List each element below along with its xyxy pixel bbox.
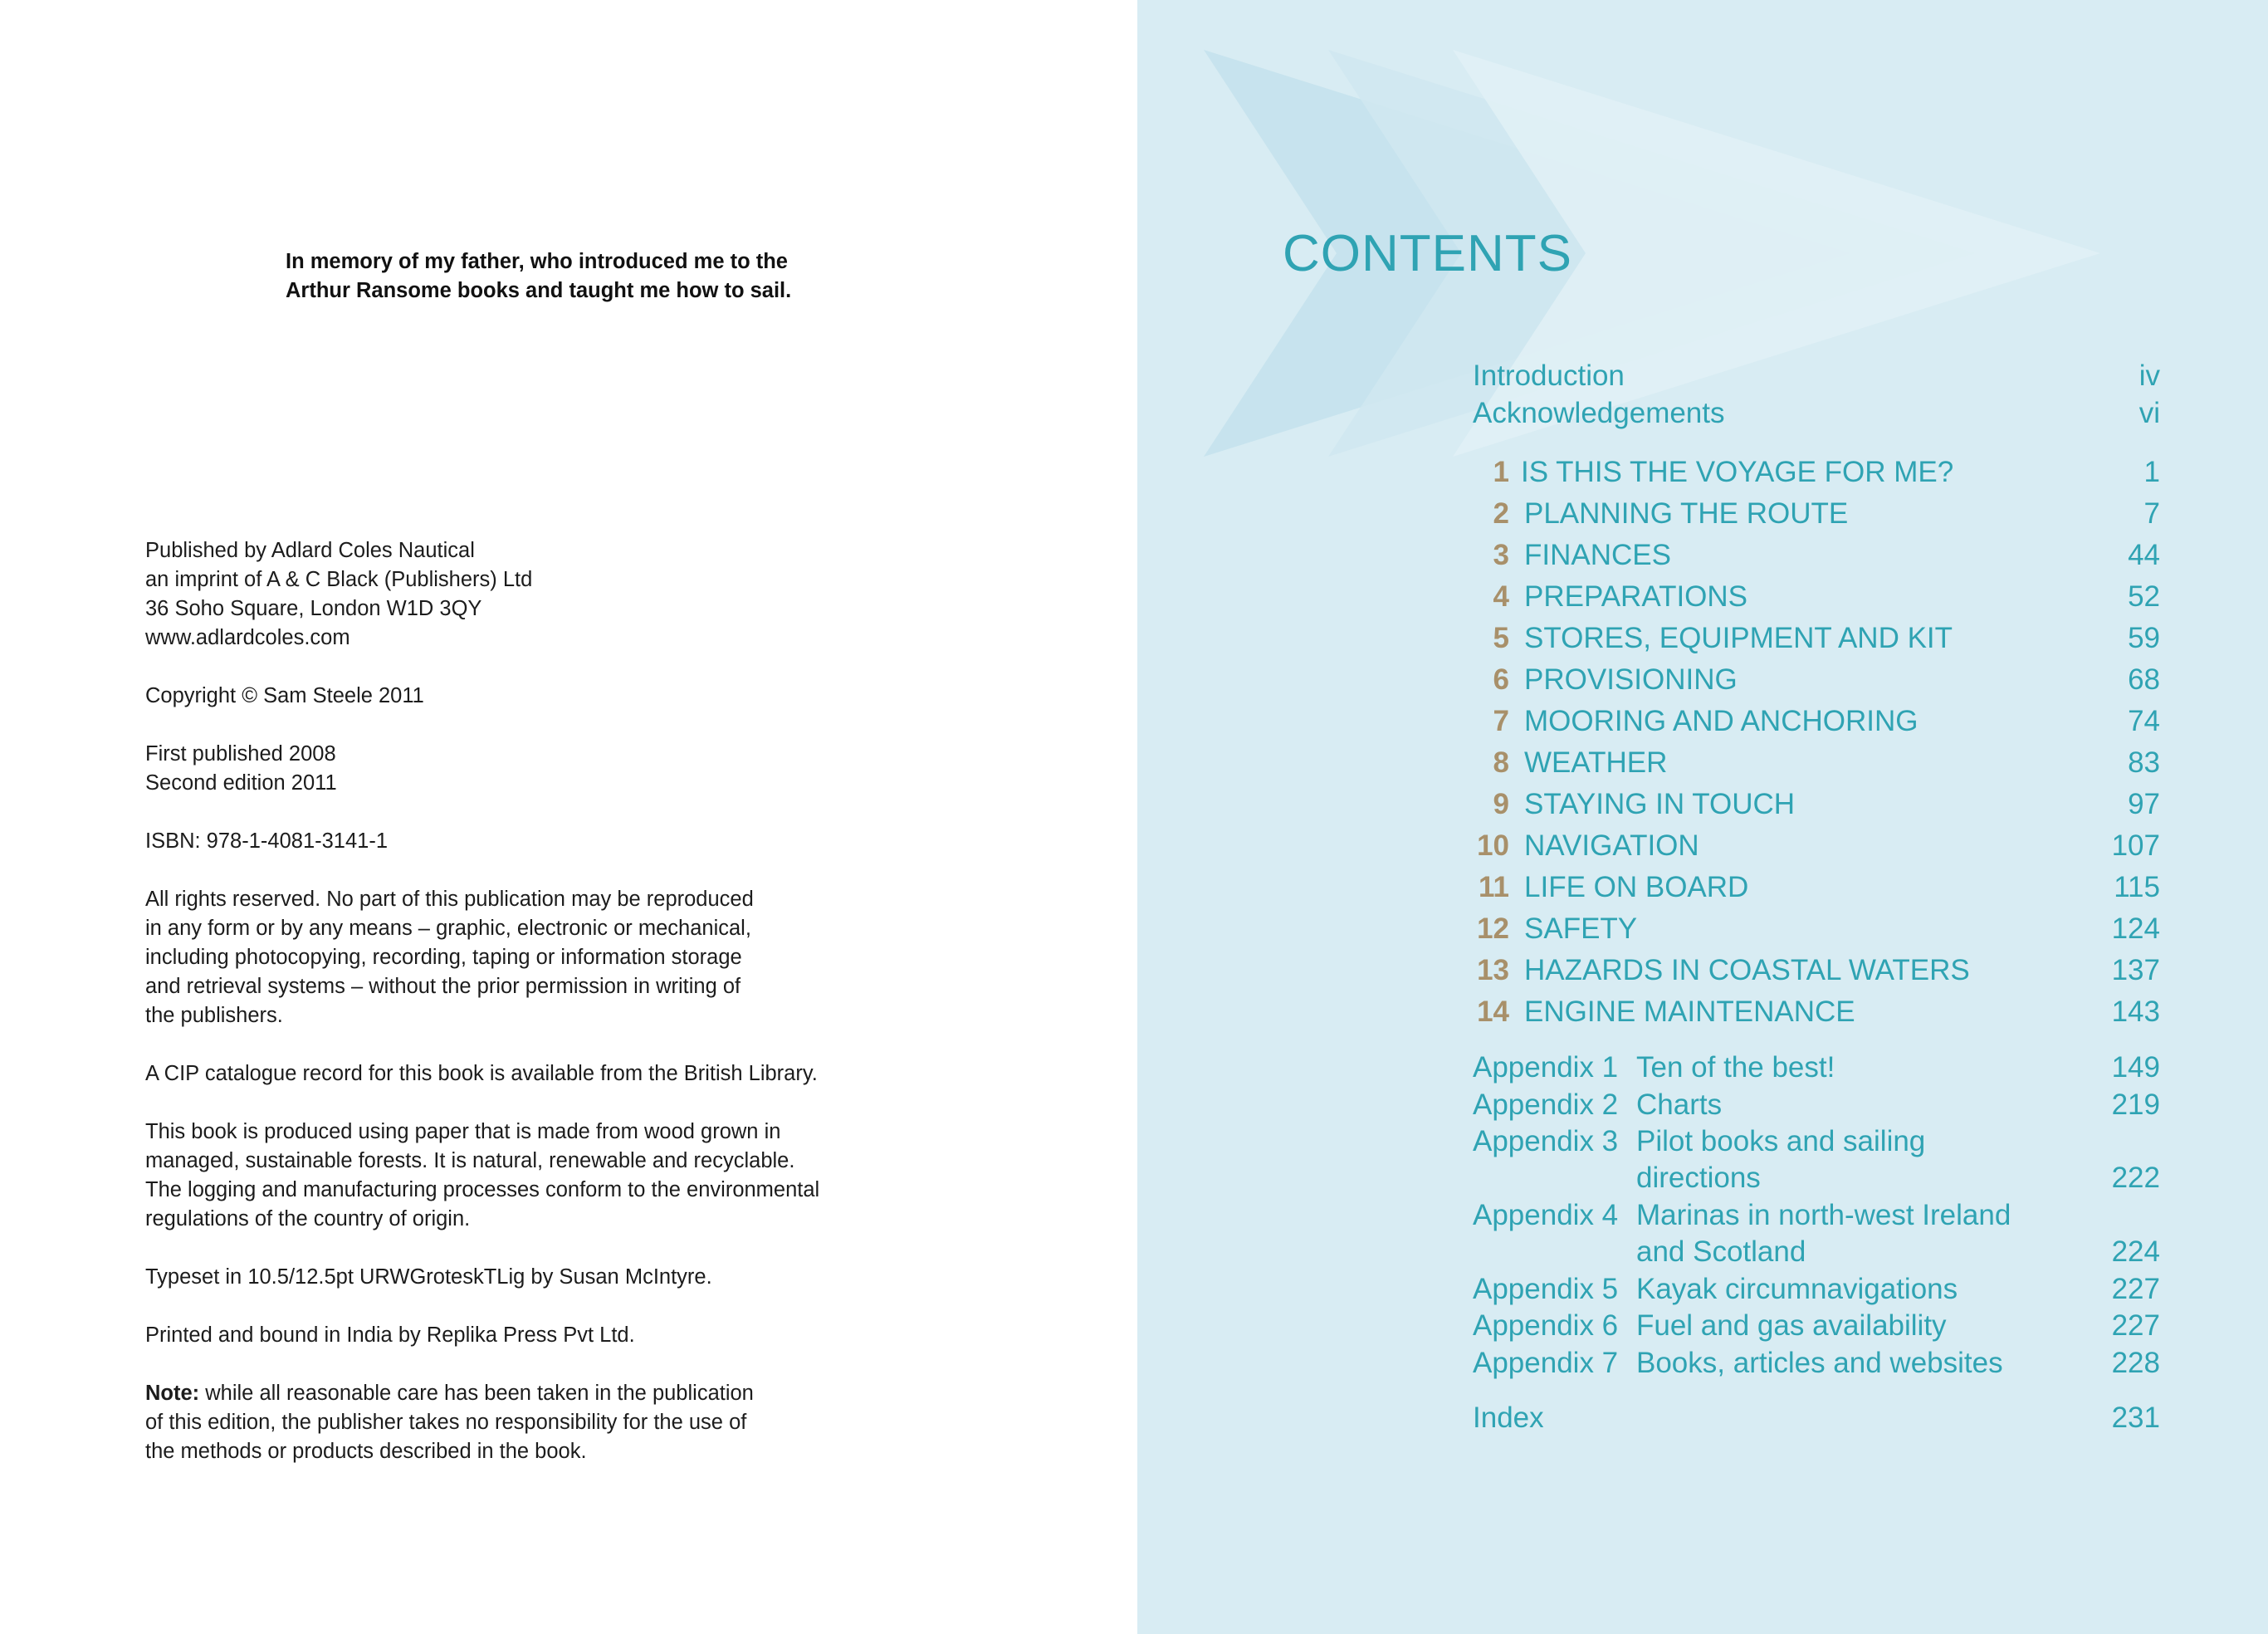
appendix-page: 227 <box>2111 1309 2160 1342</box>
appendix-page: 228 <box>2111 1347 2160 1379</box>
edition-info <box>145 740 892 798</box>
chapter-number: 13 <box>1477 954 1509 986</box>
appendix-title: Ten of the best! <box>1636 1051 1835 1084</box>
printed-line: Printed and bound in India by Replika Press Pvt Ltd. <box>145 1323 635 1347</box>
appendix-label: Appendix 3 <box>1473 1125 1619 1157</box>
chapter-page: 44 <box>2128 539 2160 571</box>
paper-notice <box>145 1118 892 1234</box>
rights-line: the publishers. <box>145 1004 283 1027</box>
toc-appendix-2[interactable] <box>1473 1087 2160 1123</box>
chapter-page: 1 <box>2143 456 2160 488</box>
appendix-label: Appendix 7 <box>1473 1347 1619 1379</box>
chapter-number: 7 <box>1493 705 1509 737</box>
appendix-label: Appendix 1 <box>1473 1051 1619 1084</box>
toc-appendix-6[interactable] <box>1473 1308 2160 1344</box>
toc-chapter-8[interactable] <box>1473 745 2160 781</box>
note-label: Note: <box>145 1382 200 1405</box>
appendix-title-continued: and Scotland <box>1636 1235 1806 1268</box>
chapter-number: 9 <box>1493 788 1509 820</box>
appendix-page: 224 <box>2111 1235 2160 1268</box>
toc-chapter-2[interactable] <box>1473 496 2160 532</box>
chapter-title: HAZARDS IN COASTAL WATERS <box>1524 954 1970 986</box>
toc-entry-page: iv <box>2138 360 2160 392</box>
chapter-title: FINANCES <box>1524 539 1671 571</box>
appendix-page: 219 <box>2111 1089 2160 1121</box>
chapter-page: 52 <box>2128 580 2160 613</box>
appendix-title: Fuel and gas availability <box>1636 1309 1947 1342</box>
publisher-website: www.adlardcoles.com <box>145 626 350 649</box>
chapter-page: 83 <box>2128 746 2160 779</box>
toc-chapter-6[interactable] <box>1473 662 2160 698</box>
contents-title: CONTENTS <box>1283 225 1572 282</box>
edition-line: Second edition 2011 <box>145 771 337 795</box>
chapter-number: 14 <box>1477 996 1509 1028</box>
chapter-title: ENGINE MAINTENANCE <box>1524 996 1855 1028</box>
toc-entry-label: Acknowledgements <box>1473 397 1725 429</box>
toc-appendix-7[interactable] <box>1473 1345 2160 1382</box>
toc-appendix-4-cont[interactable] <box>1473 1234 2160 1270</box>
chapter-page: 59 <box>2128 622 2160 654</box>
isbn-line: ISBN: 978-1-4081-3141-1 <box>145 829 389 853</box>
toc-chapter-11[interactable] <box>1473 869 2160 906</box>
toc-chapter-10[interactable] <box>1473 828 2160 864</box>
toc-entry-acknowledgements[interactable] <box>1473 395 2160 432</box>
rights-line: including photocopying, recording, taping or information storage <box>145 946 742 969</box>
chapter-number: 10 <box>1477 829 1509 862</box>
chapter-number: 4 <box>1493 580 1509 613</box>
chapter-title: SAFETY <box>1524 912 1638 945</box>
rights-line: in any form or by any means – graphic, electronic or mechanical, <box>145 917 751 940</box>
cip-notice <box>145 1059 892 1089</box>
chapter-title: STAYING IN TOUCH <box>1524 788 1796 820</box>
copyright-line: Copyright © Sam Steele 2011 <box>145 684 424 707</box>
chapter-title: PREPARATIONS <box>1524 580 1748 613</box>
typeset-line: Typeset in 10.5/12.5pt URWGroteskTLig by Susan McIntyre. <box>145 1265 712 1289</box>
printed-notice <box>145 1321 892 1350</box>
contents-page <box>1137 0 2268 1634</box>
toc-chapter-12[interactable] <box>1473 911 2160 947</box>
toc-chapter-7[interactable] <box>1473 703 2160 740</box>
toc-appendix-5[interactable] <box>1473 1271 2160 1308</box>
chapter-title: IS THIS THE VOYAGE FOR ME? <box>1521 456 1954 488</box>
chapter-page: 7 <box>2143 497 2160 530</box>
chapter-title: PROVISIONING <box>1524 663 1738 696</box>
appendix-label: Appendix 5 <box>1473 1273 1619 1305</box>
disclaimer-note <box>145 1379 892 1466</box>
note-line <box>145 1379 892 1408</box>
appendix-page: 222 <box>2111 1162 2160 1194</box>
chapter-page: 107 <box>2111 829 2160 862</box>
note-line: the methods or products described in the book. <box>145 1440 587 1463</box>
chapter-title: LIFE ON BOARD <box>1524 871 1749 903</box>
toc-chapter-3[interactable] <box>1473 537 2160 574</box>
note-line: of this edition, the publisher takes no responsibility for the use of <box>145 1411 747 1434</box>
chapter-page: 143 <box>2111 996 2160 1028</box>
chapter-number: 5 <box>1493 622 1509 654</box>
appendix-page: 149 <box>2111 1051 2160 1084</box>
appendix-label: Appendix 6 <box>1473 1309 1619 1342</box>
cip-line: A CIP catalogue record for this book is available from the British Library. <box>145 1062 818 1085</box>
chapter-page: 115 <box>2114 871 2160 903</box>
isbn <box>145 827 892 856</box>
rights-line: All rights reserved. No part of this publication may be reproduced <box>145 888 754 911</box>
toc-entry-label: Introduction <box>1473 360 1625 392</box>
rights-line: and retrieval systems – without the prior permission in writing of <box>145 975 741 998</box>
appendix-title: Books, articles and websites <box>1636 1347 2003 1379</box>
publisher-info <box>145 536 892 653</box>
toc-appendix-3-cont[interactable] <box>1473 1160 2160 1196</box>
chapter-number: 11 <box>1479 871 1509 903</box>
appendix-title: Charts <box>1636 1089 1723 1121</box>
appendix-title: Pilot books and sailing <box>1636 1125 1926 1157</box>
edition-line: First published 2008 <box>145 742 336 766</box>
toc-chapter-9[interactable] <box>1473 786 2160 823</box>
toc-entry-page: 231 <box>2111 1402 2160 1434</box>
appendix-label: Appendix 4 <box>1473 1199 1619 1231</box>
toc-entry-index[interactable] <box>1473 1400 2160 1436</box>
chapter-page: 97 <box>2128 788 2160 820</box>
toc-chapter-4[interactable] <box>1473 579 2160 615</box>
toc-chapter-13[interactable] <box>1473 952 2160 989</box>
chapter-page: 124 <box>2111 912 2160 945</box>
toc-appendix-3[interactable] <box>1473 1123 2160 1160</box>
chapter-number: 6 <box>1493 663 1509 696</box>
chapter-number: 8 <box>1493 746 1509 779</box>
toc-entry-page: vi <box>2138 397 2160 429</box>
paper-line: This book is produced using paper that is made from wood grown in <box>145 1120 781 1143</box>
paper-line: The logging and manufacturing processes conform to the environmental <box>145 1178 820 1201</box>
chapter-number: 2 <box>1493 497 1509 530</box>
toc-appendix-4[interactable] <box>1473 1197 2160 1234</box>
paper-line: managed, sustainable forests. It is natural, renewable and recyclable. <box>145 1149 795 1172</box>
rights-notice <box>145 885 892 1030</box>
note-text: while all reasonable care has been taken in the publication <box>199 1382 754 1405</box>
copyright-notice <box>145 682 892 711</box>
chapter-title: STORES, EQUIPMENT AND KIT <box>1524 622 1953 654</box>
chapter-page: 74 <box>2128 705 2160 737</box>
chapter-title: NAVIGATION <box>1524 829 1699 862</box>
chapter-title: WEATHER <box>1524 746 1668 779</box>
chapter-title: PLANNING THE ROUTE <box>1524 497 1849 530</box>
publisher-line: Published by Adlard Coles Nautical <box>145 539 475 562</box>
chapter-number: 1 <box>1493 456 1509 488</box>
chapter-page: 68 <box>2128 663 2160 696</box>
imprint-block <box>145 536 892 1495</box>
appendix-page: 227 <box>2111 1273 2160 1305</box>
appendix-title-continued: directions <box>1636 1162 1761 1194</box>
toc-chapter-1[interactable] <box>1473 454 2160 491</box>
publisher-line: an imprint of A & C Black (Publishers) Ltd <box>145 568 533 591</box>
publisher-line: 36 Soho Square, London W1D 3QY <box>145 597 482 620</box>
typeset-notice <box>145 1263 892 1292</box>
toc-entry-introduction[interactable] <box>1473 358 2160 394</box>
chapter-page: 137 <box>2111 954 2160 986</box>
dedication <box>286 247 791 306</box>
toc-appendix-1[interactable] <box>1473 1049 2160 1086</box>
toc-chapter-5[interactable] <box>1473 620 2160 657</box>
chapter-number: 3 <box>1493 539 1509 571</box>
toc-entry-label: Index <box>1473 1402 1544 1434</box>
dedication-line: Arthur Ransome books and taught me how to sail. <box>286 279 792 302</box>
chapter-number: 12 <box>1477 912 1509 945</box>
appendix-label: Appendix 2 <box>1473 1089 1619 1121</box>
chapter-title: MOORING AND ANCHORING <box>1524 705 1919 737</box>
dedication-line: In memory of my father, who introduced me to the <box>286 250 788 273</box>
paper-line: regulations of the country of origin. <box>145 1207 471 1230</box>
appendix-title: Kayak circumnavigations <box>1636 1273 1958 1305</box>
toc-chapter-14[interactable] <box>1473 994 2160 1030</box>
appendix-title: Marinas in north-west Ireland <box>1636 1199 2011 1231</box>
